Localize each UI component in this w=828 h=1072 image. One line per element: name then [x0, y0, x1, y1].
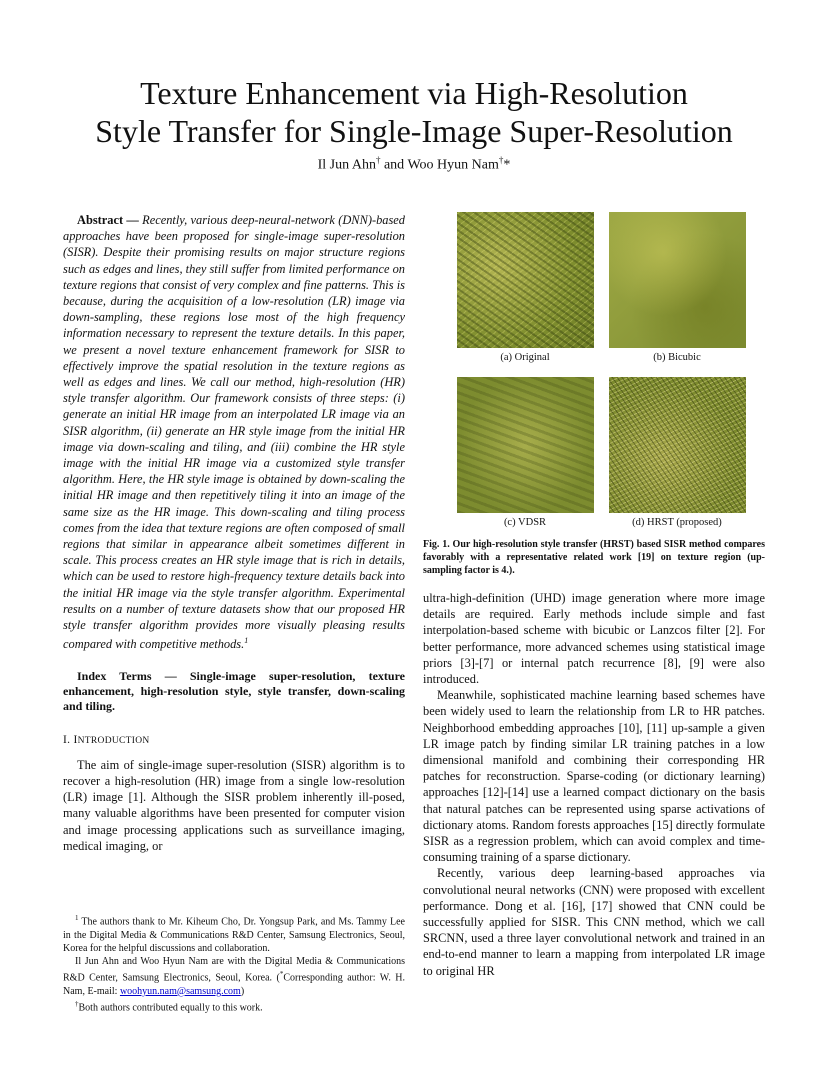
right-paragraph-3: Recently, various deep learning-based approaches via convolutional neural networks (CNN) were proposed with excellent performance. Dong et al. [16], [17] showed that CNN could be successfully applied for SISR. This CNN method, which we call SRCNN, used a three layer convolutional network and trained in an end-to-end manner to learn a mapping from interpolated LR image to original HR [423, 866, 765, 978]
author-1-mark: † [375, 155, 381, 165]
footnote-2 [63, 955, 405, 998]
footnote-3-text: Both authors contributed equally to this work. [78, 1002, 263, 1014]
figure-caption-d: (d) HRST (proposed) [632, 517, 722, 528]
figure-image-vdsr [457, 377, 594, 513]
footnotes [63, 912, 405, 1014]
right-paragraph-1: ultra-high-definition (UHD) image generation where more image details are required. Early methods include simple and fast interpolation-based scheme with bicubic or Lanzcos filter [2]. For better performance, more advanced schemes using statistical image priors [3]-[7] or internal patch recurrence [8], [9] were also introduced. [423, 591, 765, 687]
author-1: Il Jun Ahn [317, 157, 376, 173]
email-link[interactable]: woohyun.nam@samsung.com [119, 985, 241, 997]
title-line-1: Texture Enhancement via High-Resolution [140, 75, 688, 111]
abstract-label: Abstract — [77, 213, 139, 227]
section-heading-introduction [63, 732, 405, 749]
section-number: I. [63, 733, 71, 746]
figure-image-hrst [609, 377, 746, 513]
footnote-2-text-a: Il Jun Ahn and Woo Hyun Nam are with the Digital Media & Communications R&D Center, Samsung Electronics, Seoul, Korea. ( [63, 955, 405, 984]
footnote-1-text: The authors thank to Mr. Kiheum Cho, Dr. Yongsup Park, and Ms. Tammy Lee in the Digital Media & Communications R&D Center, Samsung Electronics, Seoul, Korea for the helpful discussions and collaboration. [63, 916, 405, 954]
left-column [63, 212, 405, 854]
right-column [423, 590, 765, 979]
footnote-2-text-c: ) [240, 985, 245, 997]
footnote-1-mark: 1 [75, 914, 79, 922]
index-terms: Index Terms — Single-image super-resolution, texture enhancement, high-resolution style, style transfer, down-scaling and tiling. [63, 668, 405, 713]
author-and: and [380, 157, 408, 173]
figure-image-original [457, 212, 594, 348]
figure-caption: Fig. 1. Our high-resolution style transfer (HRST) based SISR method compares favorably with a representative related work [19] on texture region (up-sampling factor is 4.). [423, 539, 765, 576]
paper-title [60, 74, 768, 150]
title-line-2: Style Transfer for Single-Image Super-Resolution [95, 113, 733, 149]
author-2: Woo Hyun Nam [407, 157, 499, 173]
section-rest: NTRODUCTION [77, 735, 150, 746]
intro-paragraph: The aim of single-image super-resolution (SISR) algorithm is to recover a high-resolution (HR) image from a single low-resolution (LR) image [1]. Although the SISR problem inherently ill-posed, many valuable algorithms have been presented for computer vision and image processing applications such as surveillance imaging, medical imaging, or [63, 757, 405, 853]
footnote-3 [63, 998, 405, 1015]
author-2-star: * [503, 157, 511, 173]
figure-caption-c: (c) VDSR [503, 517, 547, 528]
footnote-1 [63, 912, 405, 955]
figure-image-bicubic [609, 212, 746, 348]
author-line [60, 155, 768, 174]
footnote-2-star: * [279, 970, 284, 979]
right-paragraph-2: Meanwhile, sophisticated machine learning based schemes have been widely used to learn the relationship from LR to HR patches. Neighborhood embedding approaches [10], [11] up-sample a given LR image patch by finding similar LR training patches in a low dimensional manifold and combining their corresponding HR patches for reconstruction. Sparse-coding (or dictionary learning) approaches [12]-[14] use a learned compact dictionary on the basis that natural patches can be represented using sparse activations of dictionary atoms. Random forests approaches [15] directly formulate SISR as a regression problem, which can avoid complex and time-consuming training of a sparse dictionary. [423, 688, 766, 865]
section-initial: I [73, 733, 78, 746]
abstract [63, 212, 405, 653]
figure-caption-b: (b) Bicubic [653, 352, 701, 363]
abstract-footnote-mark: 1 [244, 636, 249, 646]
abstract-text: Recently, various deep-neural-network (DNN)-based approaches have been proposed for single-image super-resolution (SISR). Despite their promising results on major structure regions such as edges and lines, they still suffer from limited performance on texture regions that consist of very complex and fine patterns. This is because, during the acquisition of a low-resolution (LR) image via down-sampling, these regions lose most of the high frequency information necessary to represent the texture details. In this paper, we present a novel texture enhancement framework for SISR to effectively improve the spatial resolution in the texture regions as well as edges and lines. We call our method, high-resolution (HR) style transfer algorithm. Our framework consists of three steps: (i) generate an initial HR image from an interpolated LR image via an SISR algorithm, (ii) generate an HR style image from the initial HR image via down-scaling and tiling, and (iii) combine the HR style image with the initial HR image via a customized style transfer algorithm. Here, the HR style image is obtained by down-scaling the initial HR image and then repetitively tiling it into an image of the same size as the HR image. This down-scaling and tiling process comes from the idea that texture regions are often composed of small regions that similar in appearance albeit sometimes different in scale. This process creates an HR style image that is rich in details, which can be used to restore high-frequency texture details back into the initial HR image via the style transfer algorithm. Experimental results on a number of texture datasets show that our proposed HR style transfer algorithm provides more visually pleasing results compared with competitive methods. [63, 213, 405, 652]
author-2-mark: † [498, 155, 504, 165]
footnote-3-mark: † [75, 999, 79, 1008]
footnote-2-text-b: Corresponding author: W. H. Nam, E-mail: [63, 972, 405, 997]
figure-caption-a: (a) Original [500, 352, 550, 363]
